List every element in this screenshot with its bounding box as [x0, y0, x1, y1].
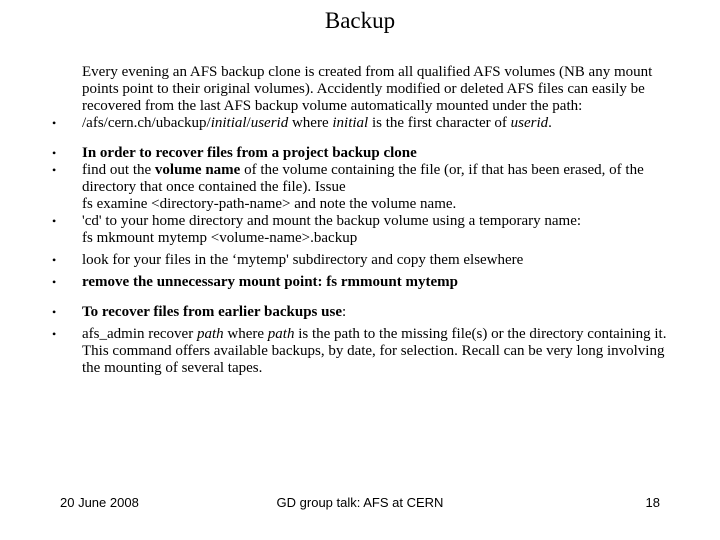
bullet-item-mount-backup: • 'cd' to your home directory and mount the backup volume using a temporary name: fs mkmount mytemp <volume-name>.backup — [52, 213, 672, 247]
bullet-icon: • — [52, 116, 57, 130]
fs-examine-command: fs examine <directory-path-name> and note the volume name. — [82, 196, 457, 212]
bullet-icon: • — [52, 327, 57, 341]
bullet-item-earlier-backups: • To recover files from earlier backups use: — [52, 304, 347, 320]
slide-title: Backup — [324, 8, 396, 33]
bullet-icon: • — [52, 253, 57, 267]
bullet-item-afs-admin-recover: • afs_admin recover path where path is the path to the missing file(s) or the directory containing it. This command offers available backups, by date, for selection. Recall can be very long involving the mounting of several tapes. — [52, 326, 667, 376]
fs-rmmount-command: remove the unnecessary mount point: fs rmmount mytemp — [82, 274, 458, 290]
fs-mkmount-command: fs mkmount mytemp <volume-name>.backup — [82, 230, 358, 246]
bullet-item-find-volume: • find out the volume name of the volume containing the file (or, if that has been erased, of the directory that once contained the file). Issue fs examine <directory-path-name> and note the volume name. — [52, 162, 672, 213]
bullet-item-project-recover — [52, 145, 672, 162]
bullet-icon: • — [52, 305, 57, 319]
bullet-icon: • — [52, 163, 57, 177]
slide-content — [52, 64, 672, 377]
bullet-item-backup-intro — [52, 64, 672, 132]
bullet-item-remove-mount — [52, 274, 672, 291]
project-recover-heading: In order to recover files from a project backup clone — [82, 145, 417, 161]
bullet-icon: • — [52, 275, 57, 289]
bullet-item-copy-files: • look for your files in the ‘mytemp' subdirectory and copy them elsewhere — [52, 252, 524, 268]
footer-page-number: 18 — [645, 495, 660, 510]
bullet-icon: • — [52, 214, 57, 228]
footer-talk-title: GD group talk: AFS at CERN — [276, 495, 444, 510]
footer-date: 20 June 2008 — [60, 495, 139, 510]
backup-path-line: /afs/cern.ch/ubackup/initial/userid where initial is the first character of userid. — [82, 115, 552, 131]
bullet-icon: • — [52, 146, 57, 160]
backup-intro-text: Every evening an AFS backup clone is created from all qualified AFS volumes (NB any mount points point to their original volumes). Accidently modified or deleted AFS files can easily be recovered from the last AFS backup volume automatically mounted under the path: — [82, 64, 653, 114]
